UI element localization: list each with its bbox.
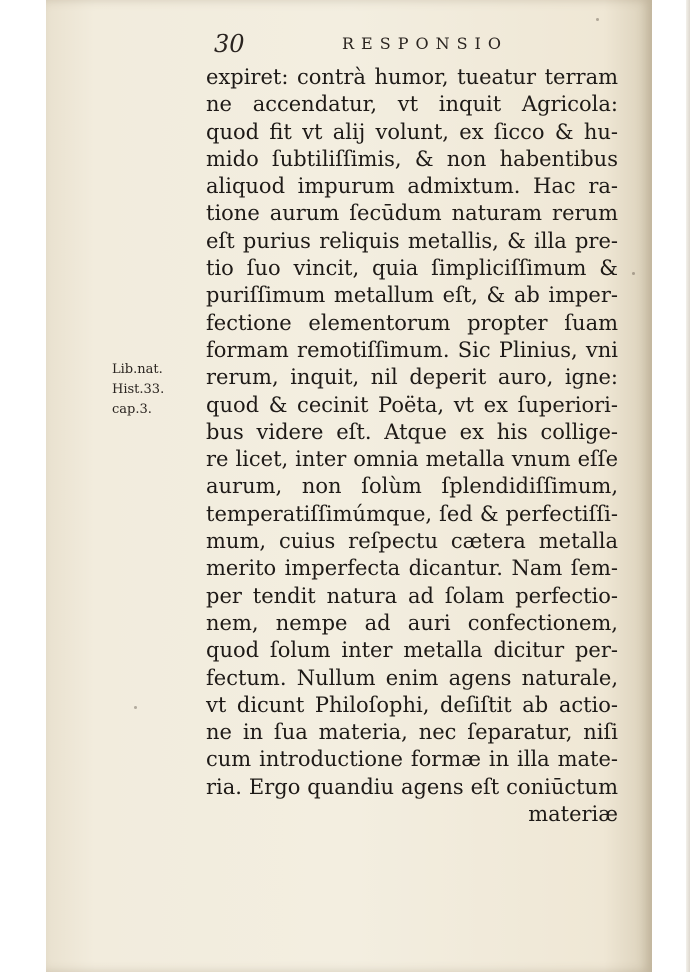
marginal-citation bbox=[112, 360, 192, 420]
text-line: quod & cecinit Poëta, vt ex ſuperiori- bbox=[206, 392, 618, 417]
page-number: 30 bbox=[214, 30, 245, 58]
text-line: mido ſubtiliſſimis, & non habentibus bbox=[206, 146, 618, 171]
text-line: fectum. Nullum enim agens naturale, bbox=[206, 665, 618, 690]
text-line: mum, cuius reſpectu cætera metalla bbox=[206, 529, 618, 554]
text-line: aurum, non ſolùm ſplendidiſſimum, bbox=[206, 474, 618, 499]
text-line: ne in ſua materia, nec ſeparatur, niſi bbox=[206, 720, 618, 745]
text-line: nem, nempe ad auri confectionem, bbox=[206, 610, 618, 635]
text-line: tio ſuo vincit, quia ſimpliciſſimum & bbox=[206, 256, 618, 281]
speck bbox=[632, 272, 635, 275]
text-line: cum introductione formæ in illa mate- bbox=[206, 747, 618, 772]
text-line: ne accendatur, vt inquit Agricola: bbox=[206, 92, 618, 117]
speck bbox=[596, 18, 599, 21]
body-text bbox=[206, 64, 618, 828]
text-line: merito imperfecta dicantur. Nam ſem- bbox=[206, 556, 618, 581]
text-line: expiret: contrà humor, tueatur terram bbox=[206, 65, 618, 89]
text-line: ria. Ergo quandiu agens eſt coniūctum bbox=[206, 774, 618, 799]
catchword: materiæ bbox=[528, 802, 618, 827]
running-title: RESPONSIO bbox=[342, 34, 508, 53]
text-line: eſt purius reliquis metallis, & illa pre- bbox=[206, 228, 618, 253]
text-line: temperatiſſimúmque, ſed & perfectiſſi- bbox=[206, 501, 618, 526]
page-gutter-shadow bbox=[686, 0, 690, 972]
margin-note-line: cap.3. bbox=[112, 402, 152, 417]
margin-note-line: Lib.nat. bbox=[112, 362, 163, 377]
running-head bbox=[214, 30, 614, 62]
text-line: fectione elementorum propter ſuam bbox=[206, 310, 618, 335]
text-line: aliquod impurum admixtum. Hac ra- bbox=[206, 174, 618, 199]
text-line: formam remotiſſimum. Sic Plinius, vni bbox=[206, 337, 618, 362]
text-line: puriſſimum metallum eſt, & ab imper- bbox=[206, 283, 618, 308]
margin-note-line: Hist.33. bbox=[112, 382, 165, 397]
text-line: per tendit natura ad ſolam perfectio- bbox=[206, 583, 618, 608]
text-line: quod fit vt alij volunt, ex ſicco & hu- bbox=[206, 119, 618, 144]
text-line: vt dicunt Philoſophi, deſiſtit ab actio- bbox=[206, 692, 618, 717]
text-line: tione aurum ſecūdum naturam rerum bbox=[206, 201, 618, 226]
text-line: quod ſolum inter metalla dicitur per- bbox=[206, 638, 618, 663]
speck bbox=[134, 706, 137, 709]
text-line: re licet, inter omnia metalla vnum eſſe bbox=[206, 447, 618, 472]
text-line: rerum, inquit, nil deperit auro, igne: bbox=[206, 365, 618, 390]
text-line: bus videre eſt. Atque ex his collige- bbox=[206, 419, 618, 444]
ink-bleed-through bbox=[130, 643, 191, 662]
